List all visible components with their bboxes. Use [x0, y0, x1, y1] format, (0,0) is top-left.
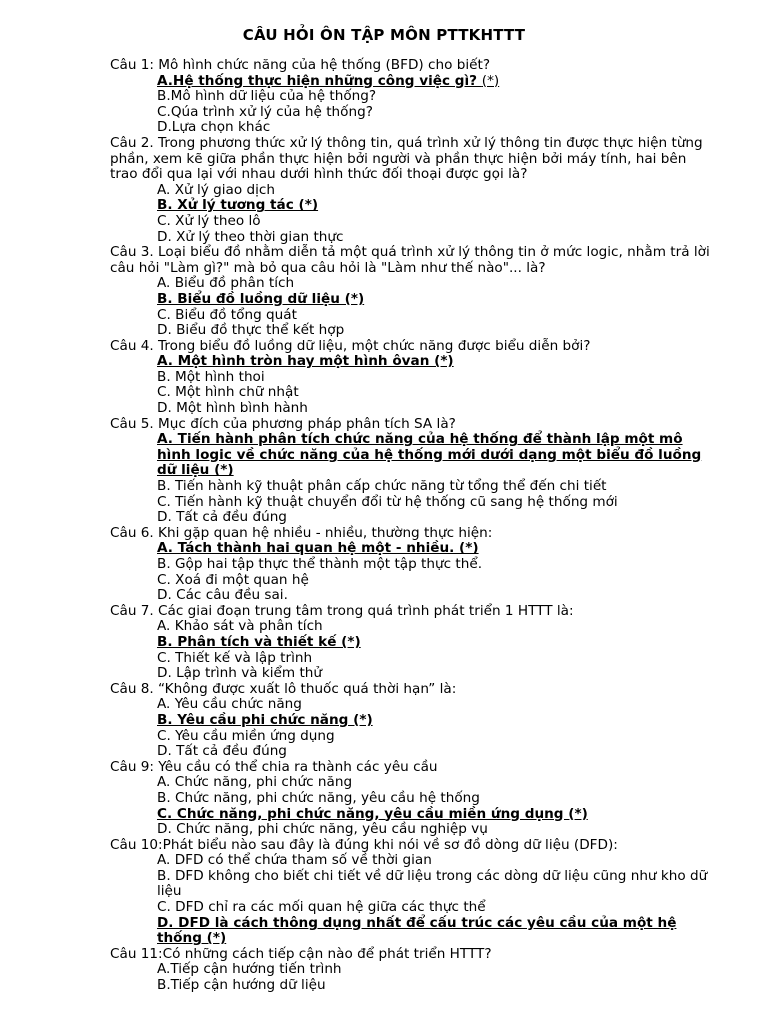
answer-label: A.Tiếp cận hướng tiến trình [157, 961, 342, 978]
answer-label: B. Chức năng, phi chức năng, yêu cầu hệ thống [157, 789, 480, 806]
correct-answer [157, 635, 710, 651]
answer-label: D.Lựa chọn khác [157, 119, 271, 136]
correct-answer [157, 713, 710, 729]
answer-option [157, 479, 710, 495]
answer-label: A. Một hình tròn hay một hình ôvan (*) [157, 353, 454, 370]
answer-label: A. Tách thành hai quan hệ một - nhiều. (*) [157, 540, 479, 557]
answer-option [157, 89, 710, 105]
answer-label: A. Tiến hành phân tích chức năng của hệ thống để thành lập một mô hình logic về chức năng của hệ thống mới dưới dạng một biểu đồ luồng dữ liệu (*) [157, 431, 702, 479]
answer-option [157, 697, 710, 713]
answer-label: B. Một hình thoi [157, 368, 265, 385]
question-text: Câu 8. “Không được xuất lô thuốc quá thời hạn” là: [110, 680, 457, 697]
answer-label: C. Biểu đồ tổng quát [157, 306, 297, 323]
answer-label: A. Khảo sát và phân tích [157, 618, 323, 635]
question-text: Câu 4. Trong biểu đồ luồng dữ liệu, một chức năng được biểu diễn bởi? [110, 337, 591, 354]
answer-label: A. Chức năng, phi chức năng [157, 774, 353, 791]
correct-answer [157, 541, 710, 557]
answer-label: D. DFD là cách thông dụng nhất để cấu trúc các yêu cầu của một hệ thống (*) [157, 914, 677, 947]
answer-label: C. Xử lý theo lô [157, 212, 261, 229]
answer-option [157, 510, 710, 526]
correct-answer [157, 432, 710, 479]
answer-label: B. DFD không cho biết chi tiết về dữ liệu trong các dòng dữ liệu cũng như kho dữ liệu [157, 867, 708, 900]
question-text: Câu 11:Có những cách tiếp cận nào để phát triển HTTT? [110, 945, 492, 962]
answer-option [157, 822, 710, 838]
answer-option [157, 401, 710, 417]
question-text: Câu 6. Khi gặp quan hệ nhiều - nhiều, thường thực hiện: [110, 524, 493, 541]
answer-option [157, 729, 710, 745]
answer-label: B. Tiến hành kỹ thuật phân cấp chức năng từ tổng thể đến chi tiết [157, 478, 607, 495]
answer-label: A. Biểu đồ phân tích [157, 275, 295, 292]
answer-label: A. Yêu cầu chức năng [157, 696, 302, 713]
question-text: Câu 2. Trong phương thức xử lý thông tin, quá trình xử lý thông tin được thực hiện từng phần, xem kẽ giữa phần thực hiện bởi người và phần thực hiện bởi máy tính, hai bên trao đổi qua lại với nhau dưới hình thức đối thoại được gọi là? [110, 134, 703, 183]
correct-answer [157, 292, 710, 308]
answer-label: B. Gộp hai tập thực thể thành một tập thực thể. [157, 556, 483, 572]
answer-label: A.Hệ thống thực hiện những công việc gì? [157, 72, 482, 89]
answer-option [157, 666, 710, 682]
answer-option [157, 230, 710, 246]
answer-option [157, 900, 710, 916]
answer-option [157, 588, 710, 604]
answer-label: C. Một hình chữ nhật [157, 384, 299, 401]
answer-label: D. Biểu đồ thực thể kết hợp [157, 322, 345, 339]
answer-option [157, 323, 710, 339]
answer-option [157, 120, 710, 136]
answer-label: A. Xử lý giao dịch [157, 181, 275, 198]
answer-marker: (*) [481, 72, 500, 89]
answer-label: C. Xoá đi một quan hệ [157, 571, 309, 588]
answer-label: C.Qúa trình xử lý của hệ thống? [157, 103, 373, 120]
answer-label: B.Mô hình dữ liệu của hệ thống? [157, 88, 377, 105]
answer-label: C. Tiến hành kỹ thuật chuyển đổi từ hệ thống cũ sang hệ thống mới [157, 493, 618, 510]
answer-label: B.Tiếp cận hướng dữ liệu [157, 977, 326, 994]
answer-label: C. Yêu cầu miền ứng dụng [157, 727, 335, 744]
answer-label: D. Chức năng, phi chức năng, yêu cầu nghiệp vụ [157, 821, 488, 838]
answer-label: D. Tất cả đều đúng [157, 743, 287, 760]
answer-label: D. Xử lý theo thời gian thực [157, 228, 344, 245]
correct-answer [157, 807, 710, 823]
answer-option [157, 978, 710, 994]
answer-label: C. Thiết kế và lập trình [157, 649, 313, 666]
answer-option [157, 744, 710, 760]
answer-option [157, 385, 710, 401]
question-list [110, 58, 710, 994]
answer-option [157, 791, 710, 807]
correct-answer [157, 354, 710, 370]
answer-option [157, 869, 710, 900]
answer-option [157, 573, 710, 589]
answer-label: A. DFD có thể chứa tham số về thời gian [157, 852, 432, 869]
answer-label: B. Xử lý tương tác (*) [157, 197, 319, 214]
answer-option [157, 183, 710, 199]
answer-label: C. DFD chỉ ra các mối quan hệ giữa các thực thể [157, 899, 486, 916]
answer-option [157, 775, 710, 791]
answer-option [157, 619, 710, 635]
answer-label: D. Một hình bình hành [157, 400, 308, 417]
question-text: Câu 10:Phát biểu nào sau đây là đúng khi nói về sơ đồ dòng dữ liệu (DFD): [110, 836, 618, 853]
correct-answer [157, 916, 710, 947]
answer-option [157, 651, 710, 667]
document-title: CÂU HỎI ÔN TẬP MÔN PTTKHTTT [242, 26, 526, 44]
question-text: Câu 1: Mô hình chức năng của hệ thống (BFD) cho biết? [110, 57, 491, 73]
question-text: Câu 7. Các giai đoạn trung tâm trong quá trình phát triển 1 HTTT là: [110, 602, 574, 619]
answer-option [157, 214, 710, 230]
answer-label: B. Biểu đồ luồng dữ liệu (*) [157, 290, 365, 307]
correct-answer [157, 74, 710, 90]
question-text: Câu 9: Yêu cầu có thể chia ra thành các yêu cầu [110, 758, 438, 775]
question-text: Câu 5. Mục đích của phương pháp phân tích SA là? [110, 415, 456, 432]
answer-label: D. Các câu đều sai. [157, 587, 288, 604]
answer-label: B. Yêu cầu phi chức năng (*) [157, 711, 373, 728]
answer-option [157, 308, 710, 324]
answer-label: B. Phân tích và thiết kế (*) [157, 633, 361, 650]
answer-option [157, 370, 710, 386]
answer-option [157, 105, 710, 121]
answer-option [157, 276, 710, 292]
answer-option [157, 962, 710, 978]
answer-label: D. Lập trình và kiểm thử [157, 665, 323, 682]
question-text: Câu 3. Loại biểu đồ nhằm diễn tả một quá trình xử lý thông tin ở mức logic, nhằm trả lời câu hỏi "Làm gì?" mà bỏ qua câu hỏi là "Làm như thế nào"... là? [110, 244, 710, 276]
answer-label: D. Tất cả đều đúng [157, 509, 287, 526]
answer-label: C. Chức năng, phi chức năng, yêu cầu miền ứng dụng (*) [157, 805, 588, 822]
answer-option [157, 557, 710, 573]
answer-option [157, 853, 710, 869]
answer-option [157, 495, 710, 511]
correct-answer [157, 198, 710, 214]
